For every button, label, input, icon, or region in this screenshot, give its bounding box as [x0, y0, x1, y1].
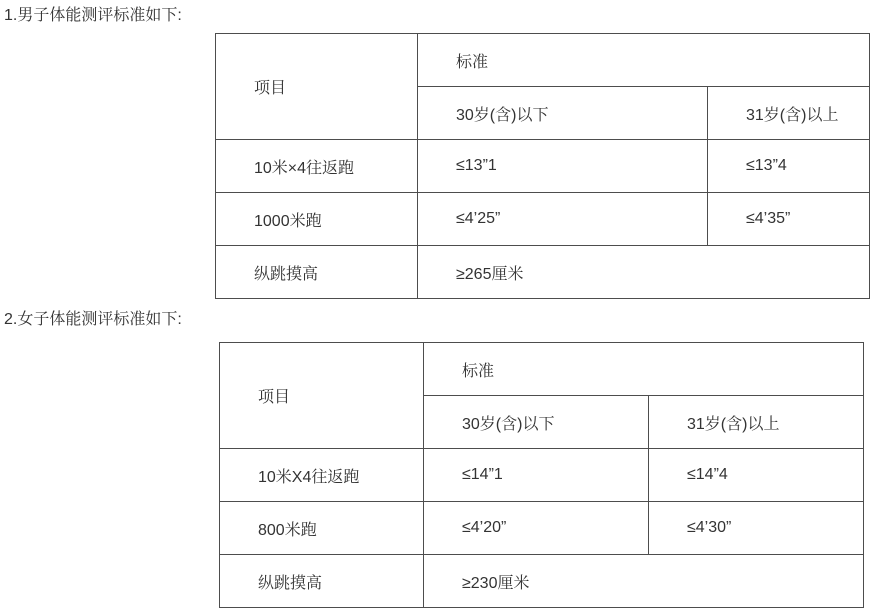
table-row [216, 246, 870, 299]
cell-item: 800米跑 [220, 502, 424, 555]
cell-value-over: ≤4’30” [649, 502, 864, 555]
section-heading-men: 1.男子体能测评标准如下: [4, 7, 182, 24]
cell-item: 1000米跑 [216, 193, 418, 246]
cell-value-over: ≤13”4 [708, 140, 870, 193]
table-row [216, 193, 870, 246]
cell-value-over: ≤14”4 [649, 449, 864, 502]
cell-value-under: ≤13”1 [418, 140, 708, 193]
table-row-header-1 [220, 343, 864, 396]
cell-value-under: ≤4’20” [424, 502, 649, 555]
table-row [220, 555, 864, 608]
cell-age-over-header: 31岁(含)以上 [708, 87, 870, 140]
cell-standard-header: 标准 [424, 343, 864, 396]
cell-item: 10米×4往返跑 [216, 140, 418, 193]
cell-item: 纵跳摸高 [216, 246, 418, 299]
cell-item-header: 项目 [220, 343, 424, 449]
table-row [216, 140, 870, 193]
cell-value-combined: ≥230厘米 [424, 555, 864, 608]
women-standards-table [219, 342, 864, 608]
men-standards-table [215, 33, 870, 299]
cell-item: 10米X4往返跑 [220, 449, 424, 502]
cell-standard-header: 标准 [418, 34, 870, 87]
table-row-header-1 [216, 34, 870, 87]
cell-item: 纵跳摸高 [220, 555, 424, 608]
cell-value-combined: ≥265厘米 [418, 246, 870, 299]
table-row [220, 449, 864, 502]
table-row [220, 502, 864, 555]
cell-item-header: 项目 [216, 34, 418, 140]
cell-age-under-header: 30岁(含)以下 [424, 396, 649, 449]
section-heading-women: 2.女子体能测评标准如下: [4, 311, 182, 328]
cell-value-under: ≤4’25” [418, 193, 708, 246]
cell-age-under-header: 30岁(含)以下 [418, 87, 708, 140]
cell-value-under: ≤14”1 [424, 449, 649, 502]
cell-age-over-header: 31岁(含)以上 [649, 396, 864, 449]
cell-value-over: ≤4’35” [708, 193, 870, 246]
